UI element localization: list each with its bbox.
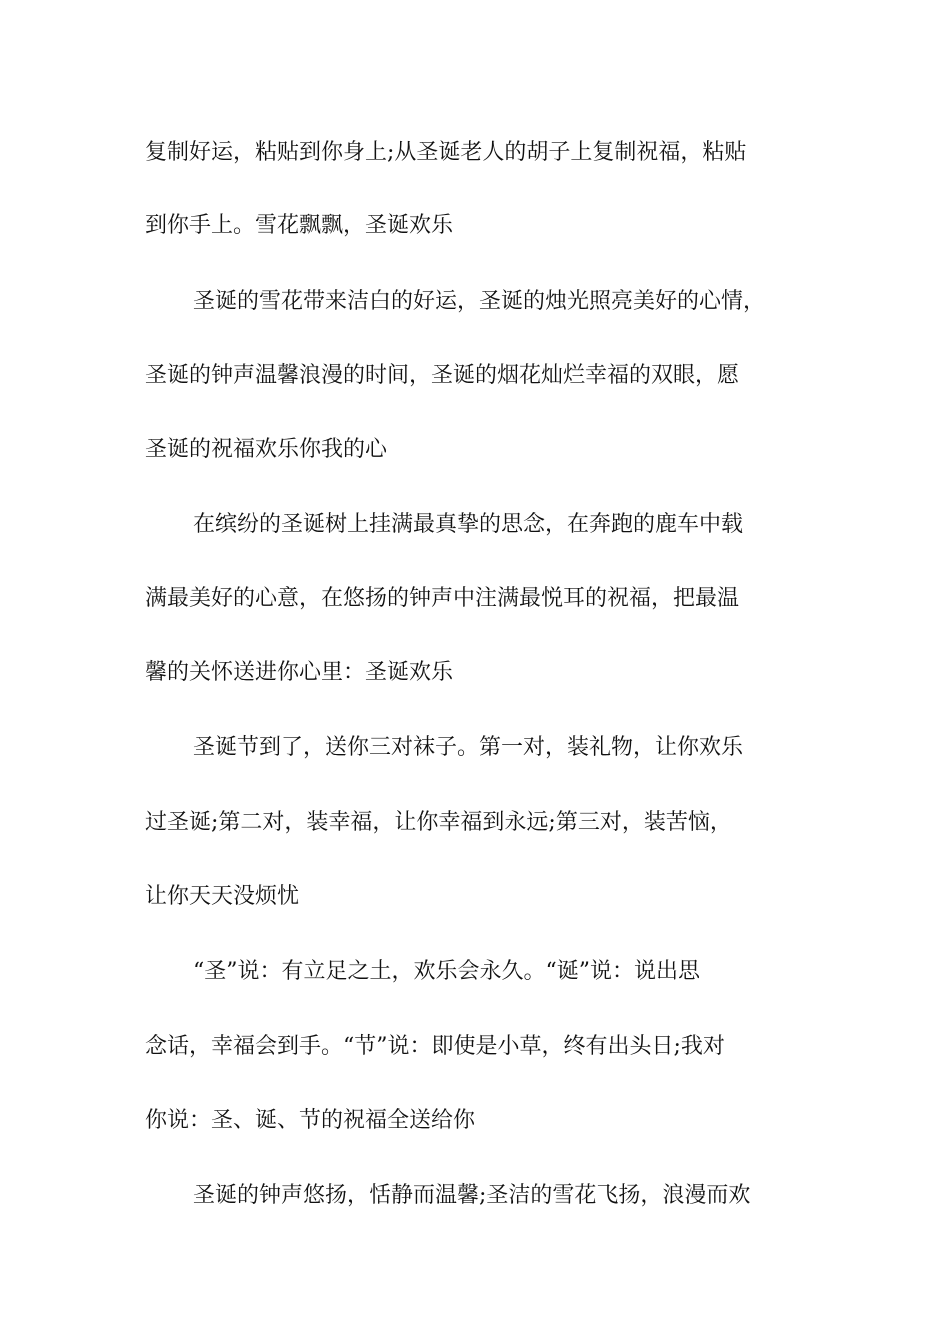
text-line: 你说：圣、诞、节的祝福全送给你	[145, 1108, 476, 1133]
paragraph-start-line: “圣”说：有立足之土，欢乐会永久。“诞”说：说出思	[193, 959, 700, 984]
paragraph-start-line: 在缤纷的圣诞树上挂满最真挚的思念，在奔跑的鹿车中载	[193, 512, 744, 537]
text-line: 到你手上。雪花飘飘，圣诞欢乐	[145, 213, 454, 238]
text-line: 过圣诞;第二对，装幸福，让你幸福到永远;第三对，装苦恼，	[145, 810, 732, 835]
text-line: 复制好运，粘贴到你身上;从圣诞老人的胡子上复制祝福，粘贴	[145, 140, 747, 165]
paragraph-start-line: 圣诞的雪花带来洁白的好运，圣诞的烛光照亮美好的心情，	[193, 289, 766, 314]
text-line: 圣诞的钟声温馨浪漫的时间，圣诞的烟花灿烂幸福的双眼，愿	[145, 363, 740, 388]
paragraph-start-line: 圣诞节到了，送你三对袜子。第一对，装礼物，让你欢乐	[193, 735, 744, 760]
text-line: 馨的关怀送进你心里：圣诞欢乐	[145, 660, 454, 685]
text-line: 让你天天没烦忧	[145, 884, 300, 909]
text-line: 圣诞的祝福欢乐你我的心	[145, 437, 388, 462]
text-line: 念话，幸福会到手。“节”说：即使是小草，终有出头日;我对	[145, 1034, 725, 1059]
text-line: 满最美好的心意，在悠扬的钟声中注满最悦耳的祝福，把最温	[145, 586, 740, 611]
paragraph-start-line: 圣诞的钟声悠扬，恬静而温馨;圣洁的雪花飞扬，浪漫而欢	[193, 1183, 751, 1208]
